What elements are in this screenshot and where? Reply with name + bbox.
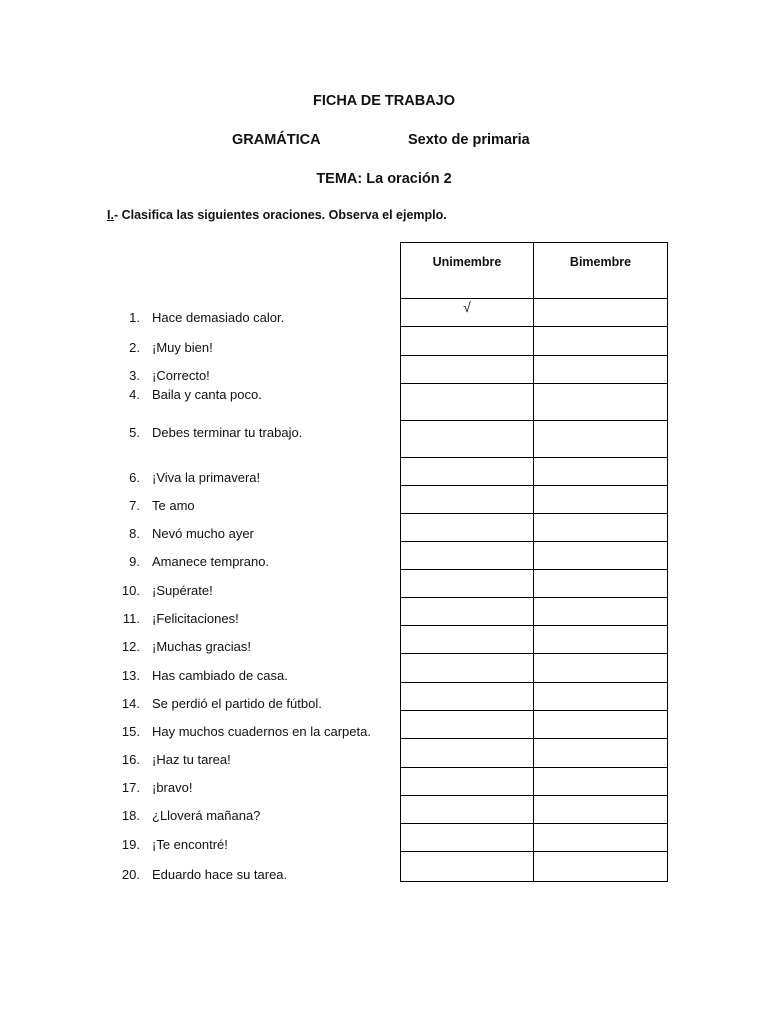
item-text: ¡Haz tu tarea!	[152, 752, 231, 767]
subject-label: GRAMÁTICA	[232, 132, 321, 148]
list-item	[116, 554, 269, 570]
bimembre-cell[interactable]	[534, 486, 668, 514]
unimembre-cell[interactable]	[401, 570, 534, 598]
item-text: Amanece temprano.	[152, 554, 270, 569]
unimembre-cell[interactable]	[401, 299, 534, 327]
table-row	[401, 486, 668, 514]
list-item	[104, 724, 371, 740]
bimembre-cell[interactable]	[534, 824, 668, 852]
table-row	[401, 739, 668, 768]
list-item	[116, 340, 213, 356]
item-number: 10.	[121, 583, 140, 598]
list-item	[104, 867, 287, 883]
item-number: 20.	[121, 867, 140, 882]
table-row	[401, 384, 668, 421]
bimembre-cell[interactable]	[534, 542, 668, 570]
table-header-row	[401, 243, 668, 299]
unimembre-cell[interactable]	[401, 327, 534, 356]
list-item	[104, 837, 228, 853]
table-row	[401, 824, 668, 852]
unimembre-cell[interactable]	[401, 824, 534, 852]
item-number: 14.	[121, 696, 140, 711]
unimembre-cell[interactable]	[401, 683, 534, 711]
table-row	[401, 598, 668, 626]
unimembre-cell[interactable]	[401, 626, 534, 654]
item-text: ¡Viva la primavera!	[152, 470, 261, 485]
bimembre-cell[interactable]	[534, 626, 668, 654]
table-row	[401, 626, 668, 654]
item-text: ¡Te encontré!	[152, 837, 228, 852]
list-item	[104, 611, 239, 627]
instruction-text	[107, 208, 447, 222]
list-item	[116, 425, 302, 441]
unimembre-cell[interactable]	[401, 654, 534, 683]
header-unimembre: Unimembre	[401, 243, 534, 299]
unimembre-cell[interactable]	[401, 852, 534, 882]
unimembre-cell[interactable]	[401, 739, 534, 768]
table-row	[401, 542, 668, 570]
list-item	[104, 583, 213, 599]
table-row	[401, 327, 668, 356]
classification-table	[400, 242, 668, 882]
item-number: 18.	[121, 808, 140, 823]
worksheet-title: FICHA DE TRABAJO	[312, 93, 456, 109]
header-bimembre: Bimembre	[534, 243, 668, 299]
instruction-numeral: I.	[107, 208, 114, 222]
unimembre-cell[interactable]	[401, 768, 534, 796]
grade-label: Sexto de primaria	[408, 132, 530, 148]
unimembre-cell[interactable]	[401, 384, 534, 421]
table-row	[401, 570, 668, 598]
bimembre-cell[interactable]	[534, 711, 668, 739]
item-number: 8.	[129, 526, 140, 541]
bimembre-cell[interactable]	[534, 739, 668, 768]
item-number: 7.	[129, 498, 140, 513]
bimembre-cell[interactable]	[534, 384, 668, 421]
table-row	[401, 421, 668, 458]
bimembre-cell[interactable]	[534, 327, 668, 356]
list-item	[116, 498, 195, 514]
unimembre-cell[interactable]	[401, 711, 534, 739]
table-row	[401, 458, 668, 486]
item-number: 16.	[121, 752, 140, 767]
item-number: 17.	[121, 780, 140, 795]
table-row	[401, 654, 668, 683]
list-item	[104, 780, 192, 796]
item-text: Hay muchos cuadernos en la carpeta.	[152, 724, 371, 739]
item-number: 15.	[121, 724, 140, 739]
list-item	[116, 387, 262, 403]
bimembre-cell[interactable]	[534, 299, 668, 327]
item-number: 2.	[129, 340, 140, 355]
unimembre-cell[interactable]	[401, 458, 534, 486]
bimembre-cell[interactable]	[534, 570, 668, 598]
item-number: 9.	[129, 554, 140, 569]
item-number: 4.	[129, 387, 140, 402]
item-text: Debes terminar tu trabajo.	[152, 425, 303, 440]
list-item	[116, 526, 254, 542]
item-text: ¡Supérate!	[152, 583, 213, 598]
table-row	[401, 796, 668, 824]
bimembre-cell[interactable]	[534, 796, 668, 824]
item-text: ¡Correcto!	[152, 368, 210, 383]
table-row	[401, 356, 668, 384]
list-item	[104, 639, 251, 655]
list-item	[116, 368, 210, 384]
item-text: Has cambiado de casa.	[152, 668, 288, 683]
item-text: Baila y canta poco.	[152, 387, 262, 402]
item-number: 11.	[122, 611, 140, 626]
item-text: Se perdió el partido de fútbol.	[152, 696, 322, 711]
list-item	[104, 752, 231, 768]
item-number: 3.	[129, 368, 140, 383]
table-row	[401, 768, 668, 796]
unimembre-cell[interactable]	[401, 356, 534, 384]
bimembre-cell[interactable]	[534, 768, 668, 796]
table-row	[401, 683, 668, 711]
topic-title: TEMA: La oración 2	[316, 171, 452, 187]
item-number: 12.	[121, 639, 140, 654]
unimembre-cell[interactable]	[401, 542, 534, 570]
unimembre-cell[interactable]	[401, 421, 534, 458]
item-text: ¿Lloverá mañana?	[152, 808, 261, 823]
item-number: 5.	[129, 425, 140, 440]
item-text: Te amo	[152, 498, 195, 513]
table-row	[401, 299, 668, 327]
check-mark: √	[463, 299, 471, 315]
item-number: 19.	[121, 837, 140, 852]
unimembre-cell[interactable]	[401, 514, 534, 542]
item-number: 13.	[121, 668, 140, 683]
table-row	[401, 514, 668, 542]
bimembre-cell[interactable]	[534, 421, 668, 458]
bimembre-cell[interactable]	[534, 356, 668, 384]
bimembre-cell[interactable]	[534, 598, 668, 626]
item-text: Eduardo hace su tarea.	[152, 867, 288, 882]
instruction-body: - Clasifica las siguientes oraciones. Observa el ejemplo.	[113, 208, 447, 222]
table-row	[401, 852, 668, 882]
bimembre-cell[interactable]	[534, 514, 668, 542]
item-text: ¡Felicitaciones!	[152, 611, 239, 626]
unimembre-cell[interactable]	[401, 486, 534, 514]
item-text: Nevó mucho ayer	[152, 526, 254, 541]
item-text: ¡bravo!	[152, 780, 193, 795]
item-text: Hace demasiado calor.	[152, 310, 285, 325]
bimembre-cell[interactable]	[534, 458, 668, 486]
item-number: 6.	[129, 470, 140, 485]
unimembre-cell[interactable]	[401, 598, 534, 626]
bimembre-cell[interactable]	[534, 852, 668, 882]
list-item	[104, 668, 288, 684]
item-text: ¡Muchas gracias!	[152, 639, 251, 654]
bimembre-cell[interactable]	[534, 683, 668, 711]
unimembre-cell[interactable]	[401, 796, 534, 824]
bimembre-cell[interactable]	[534, 654, 668, 683]
item-number: 1.	[129, 310, 140, 325]
list-item	[116, 470, 260, 486]
table-row	[401, 711, 668, 739]
list-item	[116, 310, 284, 326]
item-text: ¡Muy bien!	[152, 340, 213, 355]
list-item	[104, 808, 260, 824]
list-item	[104, 696, 322, 712]
